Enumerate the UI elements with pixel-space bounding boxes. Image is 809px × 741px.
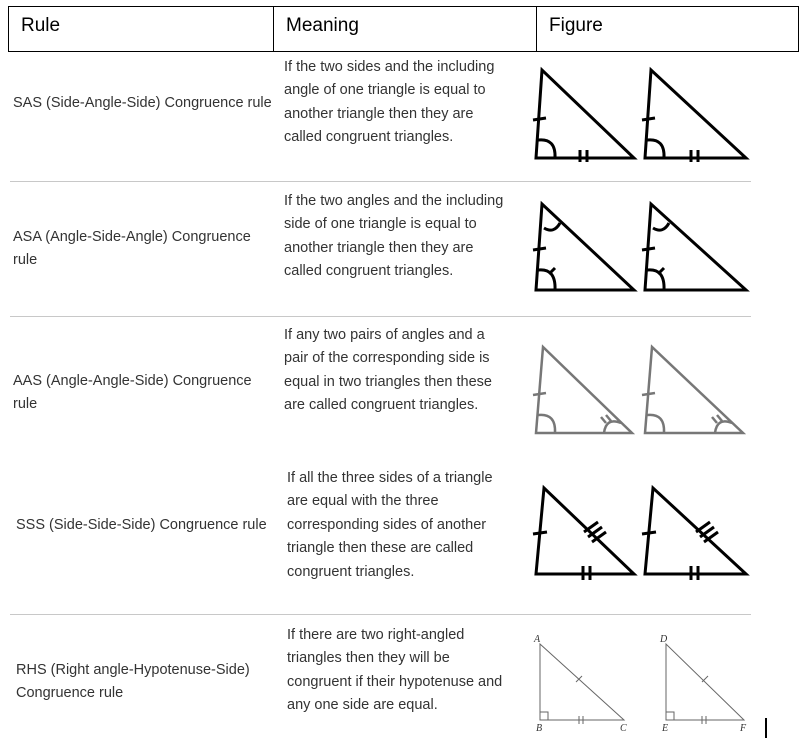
vertex-label: D — [660, 634, 668, 645]
row-divider — [10, 316, 751, 317]
row-divider — [10, 181, 751, 182]
rule-name: SSS (Side-Side-Side) Congruence rule — [16, 517, 267, 533]
row-divider — [10, 614, 751, 615]
vertex-label: B — [536, 723, 543, 734]
rule-meaning: If any two pairs of angles and a pair of the corresponding side is equal in two triangles then these are called congruent triangles. — [284, 327, 492, 414]
header-figure: Figure — [536, 6, 799, 52]
vertex-label: F — [740, 723, 747, 734]
vertex-label: C — [620, 723, 627, 734]
text-cursor — [765, 718, 767, 738]
asa-figure — [528, 198, 753, 298]
vertex-label: A — [534, 634, 541, 645]
rule-name: SAS (Side-Angle-Side) Congruence rule — [13, 95, 272, 111]
header-meaning: Meaning — [273, 6, 537, 52]
aas-figure — [528, 343, 753, 438]
rule-name: AAS (Angle-Angle-Side) Congruence rule — [13, 373, 252, 412]
rule-meaning: If the two sides and the including angle of one triangle is equal to another triangle then they are called congruent triangles. — [284, 59, 495, 146]
sss-figure — [528, 484, 753, 584]
vertex-label: E — [662, 723, 669, 734]
sas-figure — [528, 64, 753, 164]
rule-name: RHS (Right angle-Hypotenuse-Side) Congruence rule — [16, 662, 250, 701]
table-header — [8, 6, 799, 53]
rule-meaning: If the two angles and the including side of one triangle is equal to another triangle then they are called congruent triangles. — [284, 193, 504, 280]
rule-meaning: If all the three sides of a triangle are equal with the three corresponding sides of another triangle then these are called congruent triangles. — [287, 470, 493, 580]
rule-meaning: If there are two right-angled triangles then they will be congruent if their hypotenuse and any one side are equal. — [287, 627, 503, 714]
header-rule: Rule — [8, 6, 274, 52]
rule-name: ASA (Angle-Side-Angle) Congruence rule — [13, 229, 251, 268]
rhs-figure — [528, 630, 753, 734]
